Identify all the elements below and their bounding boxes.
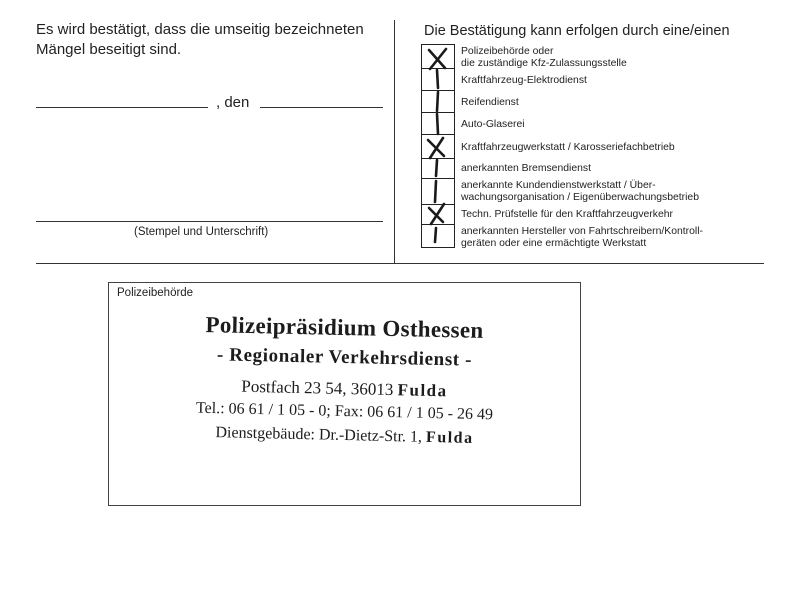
option-fahrtschreiber-line1: anerkannten Hersteller von Fahrtschreibern/Kontroll- — [461, 226, 703, 237]
horizontal-divider — [36, 263, 764, 264]
stamp-box — [108, 282, 581, 506]
signature-field[interactable] — [36, 221, 383, 222]
option-fahrtschreiber — [461, 226, 761, 249]
option-autoglaserei: Auto-Glaserei — [461, 119, 525, 130]
handwritten-marks — [421, 44, 461, 254]
option-werkstatt: Kraftfahrzeugwerkstatt / Karosseriefachbetrieb — [461, 142, 675, 153]
stamp-building-address — [109, 422, 580, 451]
options-heading: Die Bestätigung kann erfolgen durch eine/einen — [424, 23, 730, 39]
option-polizei-line1: Polizeibehörde oder — [461, 46, 554, 57]
option-kundendienst — [461, 180, 761, 203]
stamp-box-label: Polizeibehörde — [117, 287, 194, 299]
option-kundendienst-line2: wachungsorganisation / Eigenüberwachungsbetrieb — [461, 191, 699, 203]
option-kundendienst-line1: anerkannte Kundendienstwerkstatt / Über- — [461, 180, 656, 191]
date-separator: , den — [216, 94, 250, 111]
option-elektrodienst: Kraftfahrzeug-Elektrodienst — [461, 75, 587, 86]
stamp-department: - Regionaler Verkehrsdienst - — [216, 344, 473, 371]
vertical-divider — [394, 20, 395, 264]
stamp-authority-name: Polizeipräsidium Osthessen — [205, 312, 484, 343]
option-polizei-line2: die zuständige Kfz-Zulassungsstelle — [461, 57, 627, 69]
stamp-building-city: Fulda — [425, 428, 474, 447]
stamp-phone-fax: Tel.: 06 61 / 1 05 - 0; Fax: 06 61 / 1 05 - 26 49 — [195, 399, 494, 424]
option-reifendienst: Reifendienst — [461, 97, 519, 108]
option-pruefstelle: Techn. Prüfstelle für den Kraftfahrzeugverkehr — [461, 209, 673, 220]
signature-caption: (Stempel und Unterschrift) — [134, 226, 269, 238]
checkbox-column — [421, 44, 455, 246]
place-field[interactable] — [36, 107, 208, 108]
option-bremsendienst: anerkannten Bremsendienst — [461, 163, 591, 174]
confirmation-text: Es wird bestätigt, dass die umseitig bezeichneten Mängel beseitigt sind. — [36, 21, 364, 58]
stamp-building-prefix: Dienstgebäude: Dr.-Dietz-Str. 1, — [215, 424, 427, 446]
date-field[interactable] — [260, 107, 383, 108]
stamp-postal-prefix: Postfach 23 54, 36013 — [241, 376, 398, 400]
option-fahrtschreiber-line2: geräten oder eine ermächtigte Werkstatt — [461, 237, 647, 249]
stamp-postal-city: Fulda — [397, 380, 448, 401]
option-polizei — [461, 46, 761, 69]
